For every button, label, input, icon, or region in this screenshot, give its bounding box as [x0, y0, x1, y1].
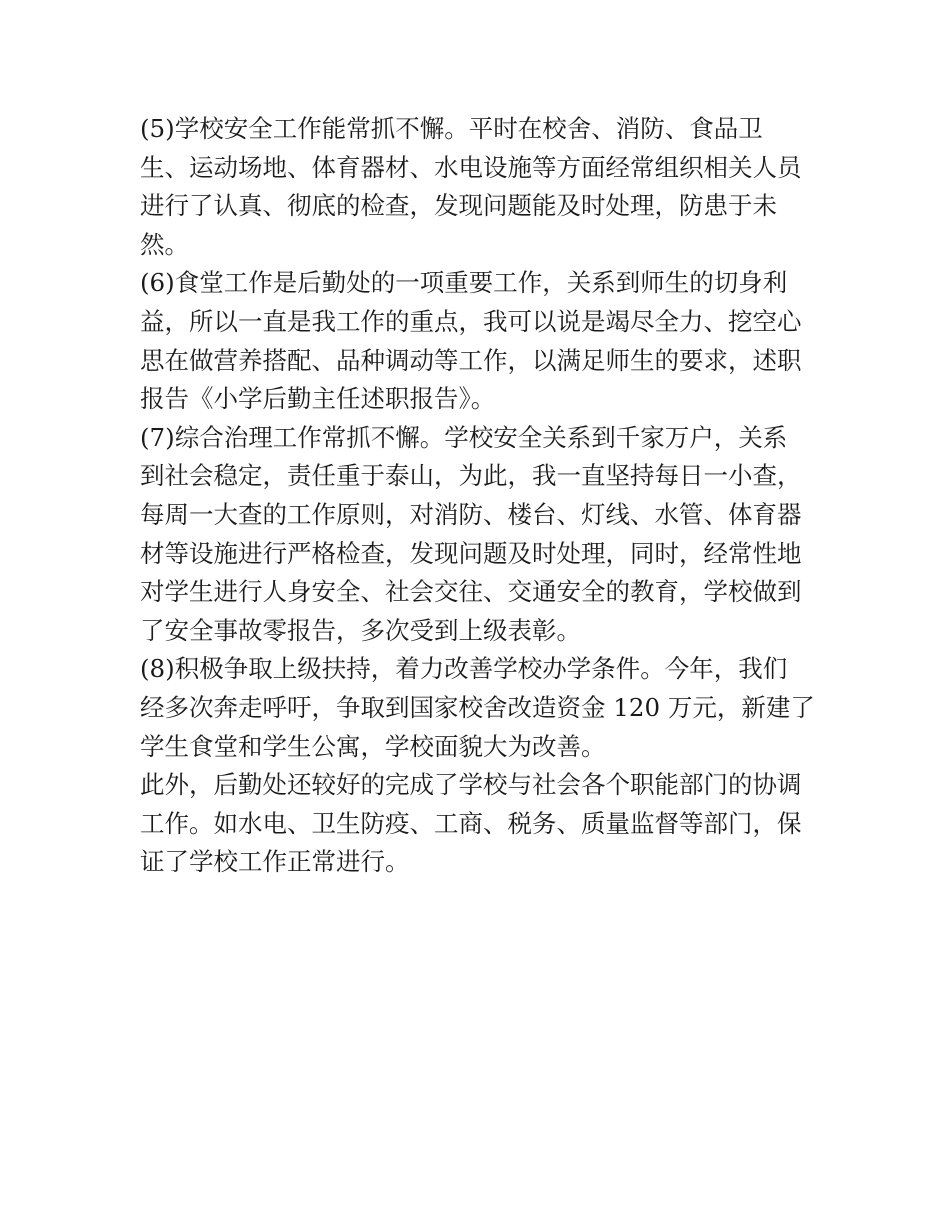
- text-line: 生、运动场地、体育器材、水电设施等方面经常组织相关人员: [140, 152, 802, 182]
- text-line: 证了学校工作正常进行。: [140, 847, 410, 877]
- text-line: 材等设施进行严格检查，发现问题及时处理，同时，经常性地: [140, 538, 802, 568]
- document-body: [140, 110, 820, 882]
- text-line: (7)综合治理工作常抓不懈。学校安全关系到千家万户，关系: [140, 422, 788, 452]
- text-line: 进行了认真、彻底的检查，发现问题能及时处理，防患于未: [140, 191, 777, 221]
- text-line: 此外，后勤处还较好的完成了学校与社会各个职能部门的协调: [140, 770, 802, 800]
- text-line: 到社会稳定，责任重于泰山，为此，我一直坚持每日一小查，: [140, 461, 802, 491]
- text-line: (8)积极争取上级扶持，着力改善学校办学条件。今年，我们: [140, 654, 788, 684]
- text-line: 益，所以一直是我工作的重点，我可以说是竭尽全力、挖空心: [140, 306, 802, 336]
- text-line: 经多次奔走呼吁，争取到国家校舍改造资金 120 万元，新建了: [140, 692, 815, 722]
- text-line: 对学生进行人身安全、社会交往、交通安全的教育，学校做到: [140, 577, 802, 607]
- text-line: (5)学校安全工作能常抓不懈。平时在校舍、消防、食品卫: [140, 114, 763, 143]
- text-line: 然。: [140, 229, 189, 259]
- text-line: 了安全事故零报告，多次受到上级表彰。: [140, 615, 581, 645]
- text-line: 学生食堂和学生公寓，学校面貌大为改善。: [140, 731, 606, 761]
- text-line: 工作。如水电、卫生防疫、工商、税务、质量监督等部门，保: [140, 808, 802, 838]
- text-line: 报告《小学后勤主任述职报告》。: [140, 384, 496, 414]
- text-line: 思在做营养搭配、品种调动等工作，以满足师生的要求，述职: [140, 345, 802, 375]
- text-line: (6)食堂工作是后勤处的一项重要工作，关系到师生的切身利: [140, 268, 788, 298]
- text-line: 每周一大查的工作原则，对消防、楼台、灯线、水管、体育器: [140, 499, 802, 529]
